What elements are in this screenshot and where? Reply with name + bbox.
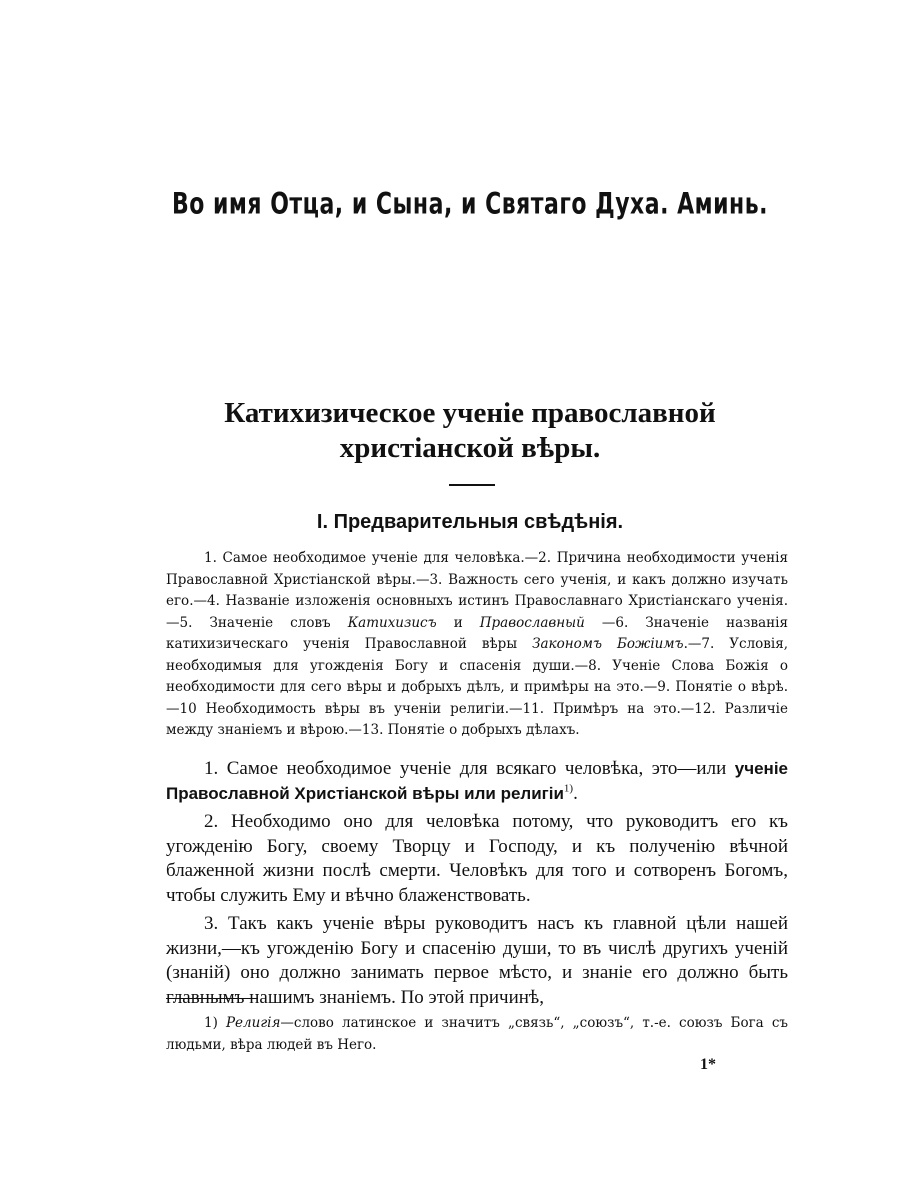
section-heading: I. Предварительныя свѣдѣнія. xyxy=(316,511,624,533)
footnote-marker: 1) xyxy=(204,1015,226,1031)
invocation-heading: Во имя Отца, и Сына, и Святаго Духа. Аминь. xyxy=(171,188,769,222)
summary-conjunction: и xyxy=(436,614,480,631)
title-line-2: христіанской вѣры. xyxy=(339,432,601,464)
summary-part-2: —6. Значеніе названія катихизическаго ученія Православной вѣры xyxy=(166,614,788,652)
footnote-divider xyxy=(166,998,258,999)
paragraph-1 xyxy=(166,757,788,806)
summary-term-katikhizis: Катихизисъ xyxy=(347,614,437,631)
chapter-summary xyxy=(166,548,788,742)
signature-mark: 1* xyxy=(700,1056,716,1073)
summary-part-3: .—7. Условія, необходимыя для угожденія Богу и спасенія души.—8. Ученіе Слова Божія о необходимости для сего вѣры и добрыхъ дѣлъ, и примѣры на это.—9. Понятіе о вѣрѣ.—10 Необходимость вѣры въ ученіи религіи.—11. Примѣръ на это.—12. Различіе между знаніемъ и вѣрою.—13. Понятіе о добрыхъ дѣлахъ. xyxy=(166,636,788,738)
summary-term-pravoslavny: Православный xyxy=(479,614,585,631)
body-text xyxy=(166,757,788,1014)
paragraph-1-emphasis: ученіе Православной Христіанской вѣры или религіи xyxy=(166,759,788,803)
paragraph-3: 3. Такъ какъ ученіе вѣры руководитъ насъ къ главной цѣли нашей жизни,—къ угожденію Богу и спасенію души, то въ числѣ другихъ ученій (знаній) оно должно занимать первое мѣсто, и знаніе его должно быть главнымъ нашимъ знаніемъ. По этой причинѣ, xyxy=(166,913,788,1008)
paragraph-2: 2. Необходимо оно для человѣка потому, что руководитъ его къ угожденію Богу, своему Творцу и Господу, и къ полученію вѣчной блаженной жизни послѣ смерти. Человѣкъ для того и сотворенъ Богомъ, чтобы служить Ему и вѣчно блаженствовать. xyxy=(166,811,788,906)
footnote-reference: 1) xyxy=(563,782,574,795)
paragraph-1-start: 1. Самое необходимое ученіе для всякаго человѣка, это—или xyxy=(204,758,735,779)
page-title xyxy=(140,396,800,466)
footnote-text: —слово латинское и значитъ „связь“, „союзъ“, т.-е. союзъ Бога съ людьми, вѣра людей въ Него. xyxy=(166,1015,788,1053)
summary-part-1: 1. Самое необходимое ученіе для человѣка.—2. Причина необходимости ученія Православной Христіанской вѣры.—3. Важность сего ученія, и какъ должно изучать его.—4. Названіе изложенія основныхъ истинъ Православнаго Христіанскаго ученія.—5. Значеніе словъ xyxy=(166,550,788,631)
title-divider xyxy=(449,484,495,486)
title-line-1: Катихизическое ученіе православной xyxy=(224,397,716,429)
paragraph-1-end: . xyxy=(573,782,578,804)
summary-term-zakon-bozhiy: Закономъ Божіимъ xyxy=(532,636,684,652)
footnote-term: Религія xyxy=(225,1015,281,1031)
footnote xyxy=(166,1012,788,1056)
